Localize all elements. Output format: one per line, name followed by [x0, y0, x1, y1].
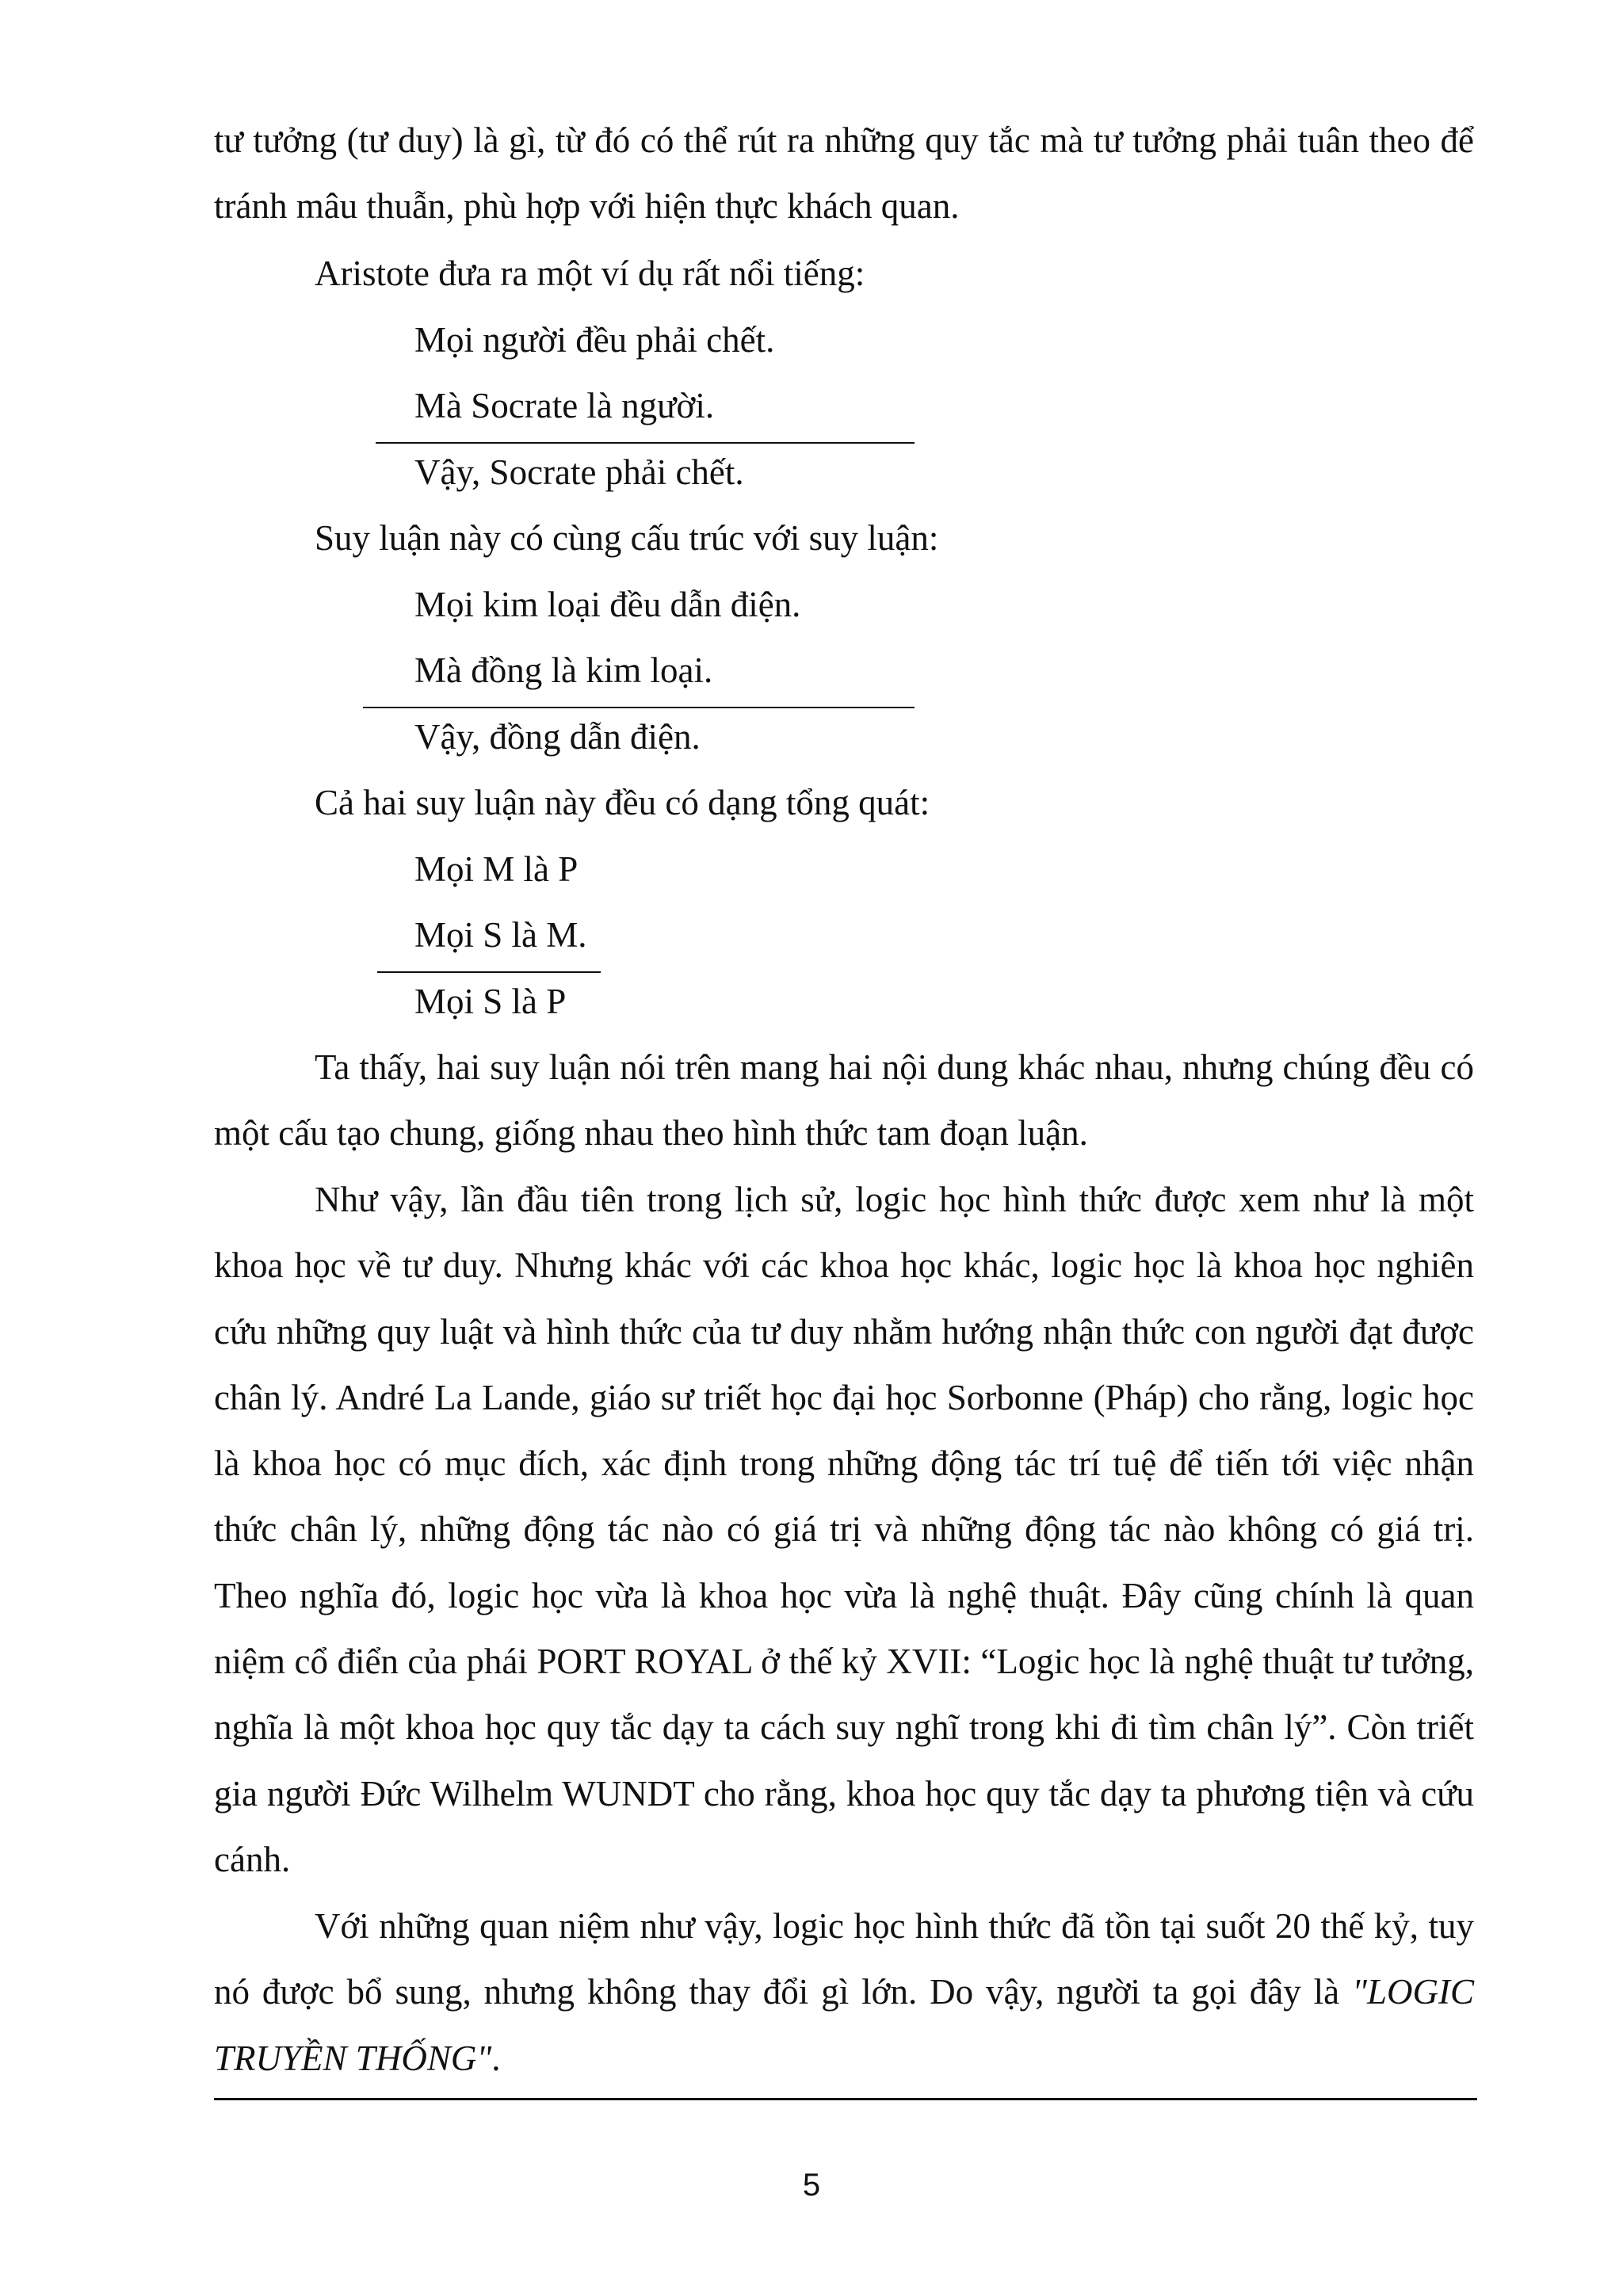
syllogism-1-premise-2: Mà Socrate là người.: [414, 386, 715, 425]
page-number: 5: [802, 2168, 821, 2203]
syllogism-2-premise-1: Mọi kim loại đều dẫn điện.: [414, 585, 801, 624]
voi-nhung-paragraph: [214, 1894, 1474, 2092]
general-premise-1: Mọi M là P: [414, 849, 579, 889]
syllogism-2-premise-2: Mà đồng là kim loại.: [414, 650, 713, 690]
ta-thay-paragraph: Ta thấy, hai suy luận nói trên mang hai nội dung khác nhau, nhưng chúng đều có một cấu tạo chung, giống nhau theo hình thức tam đoạn luận.: [214, 1047, 1474, 1154]
general-form-intro: Cả hai suy luận này đều có dạng tổng quát:: [315, 783, 930, 822]
syllogism-1-premise-1: Mọi người đều phải chết.: [414, 320, 775, 360]
aristote-intro: Aristote đưa ra một ví dụ rất nổi tiếng:: [315, 254, 865, 293]
general-conclusion: Mọi S là P: [414, 982, 567, 1021]
second-syllogism-intro: Suy luận này có cùng cấu trúc với suy luận:: [315, 518, 939, 558]
voi-nhung-text: Với những quan niệm như vậy, logic học hình thức đã tồn tại suốt 20 thế kỷ, tuy nó được bổ sung, nhưng không thay đổi gì lớn. Do vậy, người ta gọi đây là: [214, 1906, 1474, 2012]
syllogism-2-conclusion: Vậy, đồng dẫn điện.: [414, 717, 701, 757]
intro-paragraph: tư tưởng (tư duy) là gì, từ đó có thể rút ra những quy tắc mà tư tưởng phải tuân theo để tránh mâu thuẫn, phù hợp với hiện thực khách quan.: [214, 120, 1474, 227]
voi-nhung-end: .: [491, 2038, 501, 2078]
footer-divider: [214, 2098, 1477, 2100]
nhu-vay-paragraph: Như vậy, lần đầu tiên trong lịch sử, logic học hình thức được xem như là một khoa học về tư duy. Nhưng khác với các khoa học khác, logic học là khoa học nghiên cứu những quy luật và hình thức của tư duy nhằm hướng nhận thức con người đạt được chân lý. André La Lande, giáo sư triết học đại học Sorbonne (Pháp) cho rằng, logic học là khoa học có mục đích, xác định trong những động tác trí tuệ để tiến tới việc nhận thức chân lý, những động tác nào có giá trị và những động tác nào không có giá trị. Theo nghĩa đó, logic học vừa là khoa học vừa là nghệ thuật. Đây cũng chính là quan niệm cổ điển của phái PORT ROYAL ở thế kỷ XVII: “Logic học là nghệ thuật tư tưởng, nghĩa là một khoa học quy tắc dạy ta cách suy nghĩ trong khi đi tìm chân lý”. Còn triết gia người Đức Wilhelm WUNDT cho rằng, khoa học quy tắc dạy ta phương tiện và cứu cánh.: [214, 1180, 1474, 1879]
logic-truyen-thong-term: "LOGIC TRUYỀN THỐNG": [214, 1972, 1474, 2078]
syllogism-1-conclusion: Vậy, Socrate phải chết.: [414, 452, 744, 492]
general-premise-2: Mọi S là M.: [414, 915, 587, 955]
